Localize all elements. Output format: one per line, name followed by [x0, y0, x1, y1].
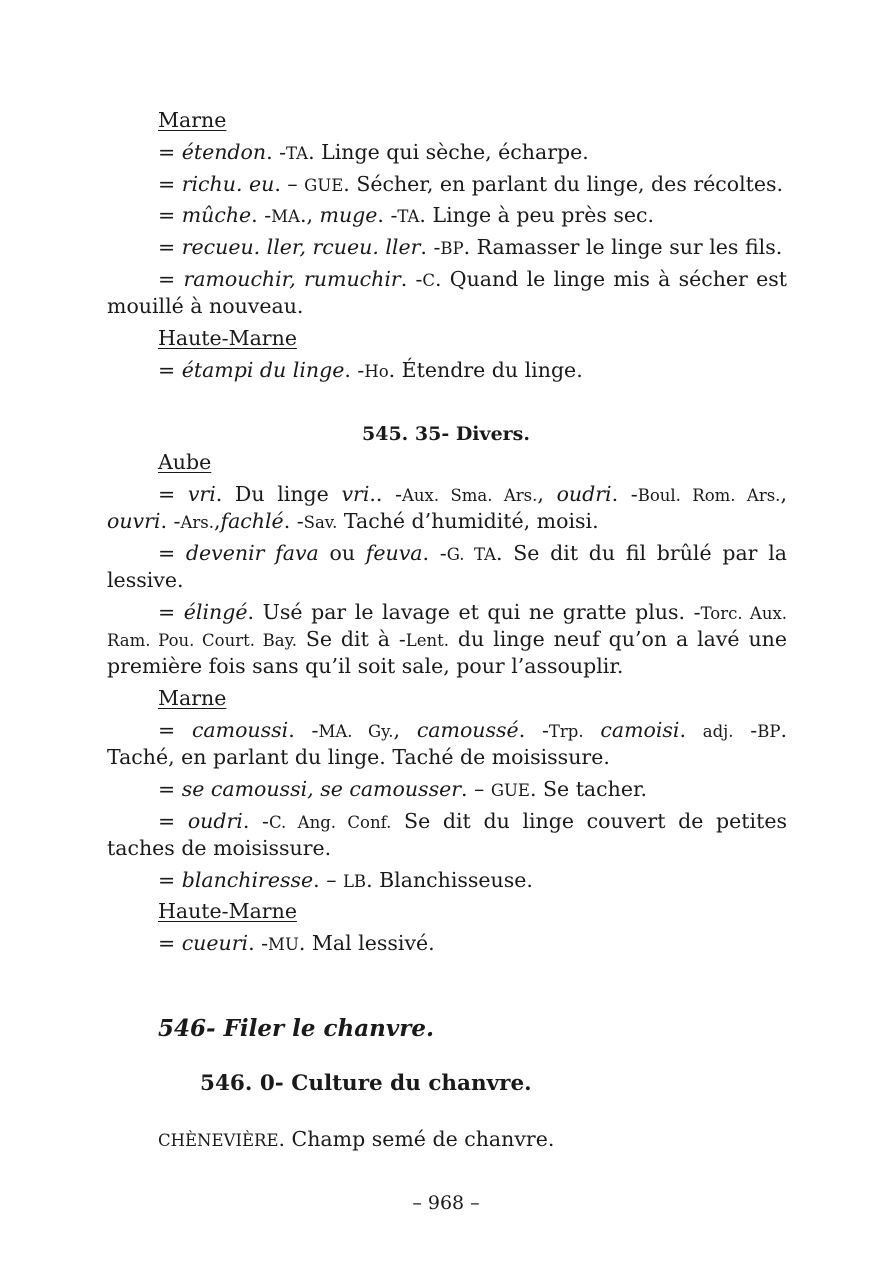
source-abbreviation: LB: [342, 872, 367, 891]
dialect-term: vri: [187, 482, 216, 506]
dialect-term: muge: [319, 203, 378, 227]
entry-line: [158, 807, 787, 837]
entry-text: . -: [248, 931, 269, 955]
entry-line: [158, 356, 787, 386]
entry-text: . -: [160, 509, 181, 533]
entry-line-continued: [107, 625, 787, 655]
source-abbreviation: MA: [271, 207, 300, 226]
source-abbreviation: BP: [440, 239, 464, 258]
entry-text: ,: [780, 482, 787, 506]
entry-text: .: [780, 718, 787, 742]
section-heading-546: 546- Filer le chanvre.: [158, 1015, 434, 1042]
dialect-term: recueu. ller, rcueu. ller: [181, 235, 421, 259]
entry-text: . -: [288, 718, 319, 742]
dialect-term: élingé: [183, 600, 248, 624]
subsection-heading-545-35: 545. 35- Divers.: [362, 423, 530, 445]
entry-text: . Quand le linge mis à sécher est: [435, 267, 787, 291]
source-abbreviation: Ho: [364, 362, 389, 381]
entry-text: . Ramasser le linge sur les fils.: [463, 235, 783, 259]
entry-text: ,: [537, 482, 557, 506]
source-abbreviation: Aux. Sma. Ars.: [402, 486, 538, 505]
entry-line: [158, 480, 787, 510]
entry-line: [158, 170, 787, 200]
source-abbreviation: BP: [757, 722, 781, 741]
entry-line: [158, 866, 787, 896]
entry-text: ,: [393, 718, 417, 742]
source-abbreviation: Ram. Pou. Court. Bay.: [107, 631, 297, 650]
entry-text: =: [158, 600, 184, 624]
dialect-term: vri: [341, 482, 370, 506]
entry-text: . Linge à peu près sec.: [419, 203, 655, 227]
source-abbreviation: Ars.: [180, 513, 214, 532]
entry-text: mouillé à nouveau.: [107, 294, 304, 318]
region-heading-marne: Marne: [158, 108, 227, 132]
entry-line: [158, 716, 787, 746]
entry-line: [158, 138, 787, 168]
dialect-term: se camoussi, se camousser: [181, 777, 462, 801]
entry-text: . –: [313, 868, 343, 892]
source-abbreviation: Trp.: [548, 722, 584, 741]
entry-text: . Blanchisseuse.: [366, 868, 533, 892]
entry-line-continued: [107, 743, 787, 771]
entry-text: . Linge qui sèche, écharpe.: [308, 140, 589, 164]
entry-text: .: [679, 718, 703, 742]
source-abbreviation: TA: [286, 144, 309, 163]
dialect-term: ramouchir, rumuchir: [183, 267, 401, 291]
entry-text: . -: [377, 203, 398, 227]
dialect-term: blanchiresse: [181, 868, 314, 892]
source-abbreviation: Boul. Rom. Ars.: [637, 486, 781, 505]
entry-text: . Usé par le lavage et qui ne gratte plus. -: [247, 600, 701, 624]
entry-text: . Sécher, en parlant du linge, des récoltes.: [343, 172, 784, 196]
entry-line: [158, 775, 787, 805]
entry-text: . -: [266, 140, 287, 164]
dialect-term: richu. eu: [181, 172, 275, 196]
entry-text: .,: [299, 203, 320, 227]
entry-text: première fois sans qu’il soit sale, pour l’assouplir.: [107, 654, 624, 678]
entry-text: . Se dit du fil brûlé par la: [496, 541, 787, 565]
region-heading-marne: Marne: [158, 686, 227, 710]
entry-text: =: [158, 203, 182, 227]
entry-text: taches de moisissure.: [107, 836, 332, 860]
entry-text: . Se tacher.: [529, 777, 648, 801]
source-abbreviation: Torc. Aux.: [700, 604, 787, 623]
entry-text: =: [158, 267, 184, 291]
entry-text: ,: [213, 509, 221, 533]
source-abbreviation: MA. Gy.: [318, 722, 394, 741]
entry-text: ou: [318, 541, 366, 565]
dialect-term: étampi du linge: [181, 358, 345, 382]
entry-text: . -: [611, 482, 638, 506]
entry-text: . -: [242, 809, 269, 833]
entry-text: . -: [518, 718, 549, 742]
dialect-term: camoisi: [600, 718, 680, 742]
dialect-term: ouvri: [107, 509, 161, 533]
source-abbreviation: G. TA: [446, 545, 496, 564]
entry-text: . Du linge: [215, 482, 342, 506]
entry-text: =: [158, 931, 182, 955]
entry-text: =: [158, 358, 182, 382]
entry-text: -: [733, 718, 758, 742]
dialect-term: cueuri: [181, 931, 249, 955]
entry-text: Se dit du linge couvert de petites: [391, 809, 787, 833]
entry-line: [158, 233, 787, 263]
entry-text: . -: [422, 541, 447, 565]
region-heading-haute-marne: Haute-Marne: [158, 899, 297, 923]
entry-text: . Étendre du linge.: [388, 358, 583, 382]
dialect-term: oudri: [556, 482, 612, 506]
source-abbreviation: GUE: [304, 176, 344, 195]
entry-text: =: [158, 541, 186, 565]
entry-text: =: [158, 718, 192, 742]
entry-text: =: [158, 482, 188, 506]
entry-text: =: [158, 172, 182, 196]
dialect-term: feuva: [365, 541, 423, 565]
entry-line: [158, 929, 787, 959]
entry-line: [158, 201, 787, 231]
entry-line: [158, 1125, 787, 1155]
source-abbreviation: adj.: [702, 722, 734, 741]
dialect-term: oudri: [187, 809, 243, 833]
entry-text: du linge neuf qu’on a lavé une: [449, 627, 787, 651]
source-abbreviation: C. Ang. Conf.: [268, 813, 392, 832]
entry-text: . Champ semé de chanvre.: [278, 1127, 555, 1151]
entry-text: . –: [274, 172, 305, 196]
source-abbreviation: Lent.: [405, 631, 450, 650]
source-abbreviation: GUE: [490, 781, 530, 800]
entry-text: Se dit à -: [296, 627, 406, 651]
entry-line-continued: [107, 292, 787, 320]
entry-text: [584, 718, 601, 742]
entry-text: =: [158, 777, 182, 801]
entry-text: Taché d’humidité, moisi.: [337, 509, 599, 533]
entry-text: =: [158, 868, 182, 892]
entry-text: . -: [251, 203, 272, 227]
subsection-heading-546-0: 546. 0- Culture du chanvre.: [200, 1071, 532, 1096]
entry-text: =: [158, 140, 182, 164]
source-abbreviation: CHÈNEVIÈRE: [158, 1131, 279, 1150]
dialect-term: étendon: [181, 140, 267, 164]
page-number: – 968 –: [412, 1192, 480, 1214]
entry-text: lessive.: [107, 568, 184, 592]
entry-line: [158, 598, 787, 628]
source-abbreviation: Sav.: [303, 513, 338, 532]
entry-text: . -: [420, 235, 441, 259]
entry-text: .. -: [369, 482, 402, 506]
region-heading-haute-marne: Haute-Marne: [158, 326, 297, 350]
dialect-term: mûche: [181, 203, 252, 227]
entry-line-continued: [107, 652, 787, 680]
dialect-term: devenir fava: [185, 541, 319, 565]
dialect-term: camoussi: [191, 718, 289, 742]
entry-text: . -: [344, 358, 365, 382]
source-abbreviation: TA: [397, 207, 420, 226]
entry-line: [158, 539, 787, 569]
dialect-term: camoussé: [416, 718, 519, 742]
entry-line-continued: [107, 566, 787, 594]
entry-text: . -: [283, 509, 304, 533]
region-heading-aube: Aube: [158, 450, 212, 474]
source-abbreviation: MU: [268, 935, 299, 954]
dialect-term: fachlé: [220, 509, 284, 533]
entry-text: =: [158, 235, 182, 259]
entry-line: [158, 265, 787, 295]
entry-text: . –: [461, 777, 491, 801]
entry-text: . -: [400, 267, 423, 291]
source-abbreviation: C: [422, 271, 436, 290]
entry-line-continued: [107, 507, 787, 537]
entry-line-continued: [107, 834, 787, 862]
entry-text: =: [158, 809, 188, 833]
entry-text: . Mal lessivé.: [298, 931, 435, 955]
entry-text: Taché, en parlant du linge. Taché de moisissure.: [107, 745, 610, 769]
